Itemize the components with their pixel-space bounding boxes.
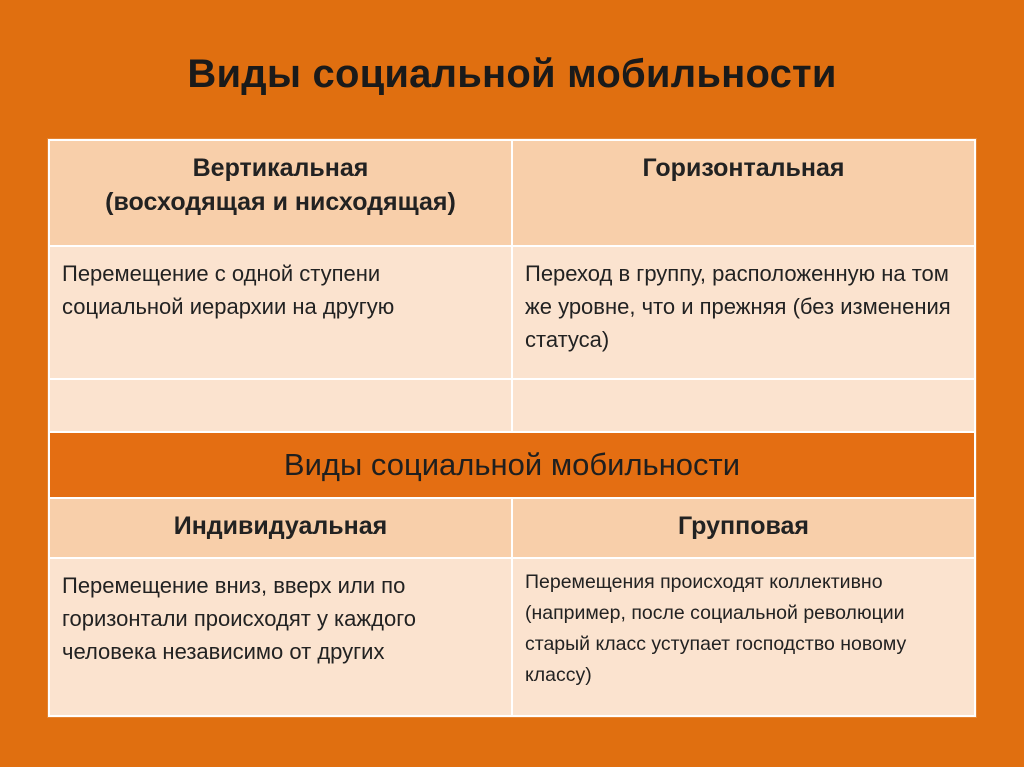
group-description-text: Перемещения происходят коллективно (например, после социальной революции старый класс уступает господство новому классу) — [525, 571, 907, 686]
header-vertical-title: Вертикальная — [192, 154, 369, 182]
individual-description-text: Перемещение вниз, вверх или по горизонтали происходят у каждого человека независимо от других — [62, 573, 416, 664]
header-horizontal-title: Горизонтальная — [642, 154, 845, 182]
header-individual-title: Индивидуальная — [173, 512, 388, 540]
header-vertical-subtitle: (восходящая и нисходящая) — [105, 188, 456, 216]
group-description — [513, 559, 974, 715]
empty-cell-left — [50, 380, 511, 431]
header-group-title: Групповая — [677, 512, 810, 540]
horizontal-description-text: Переход в группу, расположенную на том же уровне, что и прежняя (без изменения статуса) — [525, 261, 951, 352]
slide-title: Виды социальной мобильности — [187, 52, 837, 96]
header-vertical — [50, 141, 511, 245]
header-horizontal — [513, 141, 974, 245]
band-title — [50, 433, 974, 497]
vertical-description — [50, 247, 511, 378]
vertical-description-text: Перемещение с одной ступени социальной иерархии на другую — [62, 261, 395, 319]
mobility-table — [48, 139, 976, 717]
header-individual — [50, 499, 511, 557]
empty-cell-right — [513, 380, 974, 431]
band-title-text: Виды социальной мобильности — [283, 447, 741, 482]
header-group — [513, 499, 974, 557]
horizontal-description — [513, 247, 974, 378]
individual-description — [50, 559, 511, 715]
